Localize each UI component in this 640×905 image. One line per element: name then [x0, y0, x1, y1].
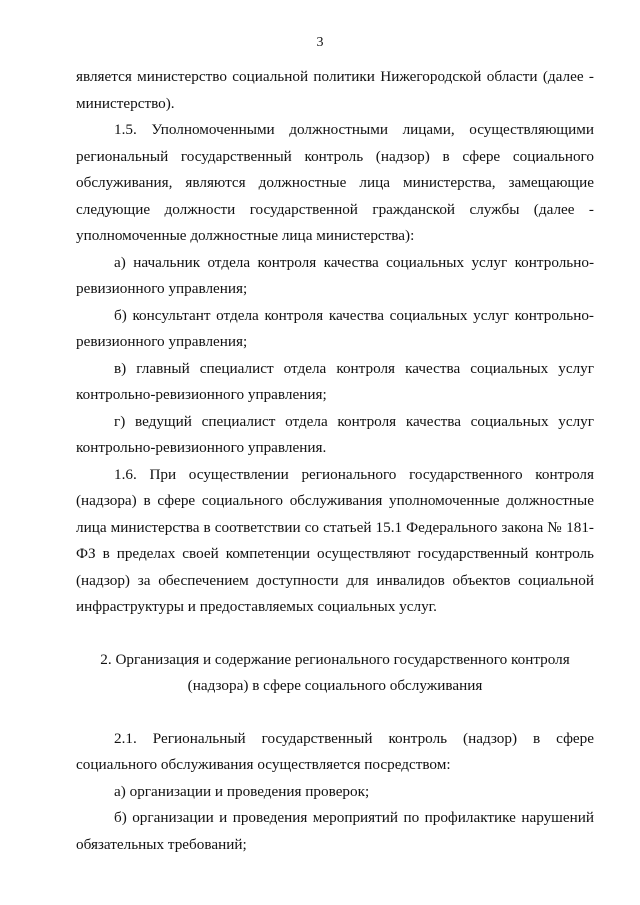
list-item-2-1-a: а) организации и проведения проверок;: [114, 782, 370, 800]
list-item-v: в) главный специалист отдела контроля качества социальных услуг контрольно-ревизионного управления;: [76, 359, 594, 403]
paragraph-1-5: 1.5. Уполномоченными должностными лицами, осуществляющими региональный государственный контроль (надзор) в сфере социального обслуживания, являются должностные лица министерства, замещающие следующие должности государственной гражданской службы (далее - уполномоченные должностные лица министерства):: [76, 121, 594, 244]
section-heading: [76, 647, 594, 700]
paragraph-2-1: 2.1. Региональный государственный контроль (надзор) в сфере социального обслуживания осуществляется посредством:: [76, 729, 594, 773]
section-heading-line-1: 2. Организация и содержание регионального государственного контроля: [100, 650, 570, 668]
list-item-b: б) консультант отдела контроля качества социальных услуг контрольно-ревизионного управления;: [76, 306, 594, 350]
paragraph-continuation: является министерство социальной политики Нижегородской области (далее - министерство).: [76, 68, 594, 112]
paragraph-1-6: 1.6. При осуществлении регионального государственного контроля (надзора) в сфере социального обслуживания уполномоченные должностные лица министерства в соответствии со статьей 15.1 Федерального закона № 181-ФЗ в пределах своей компетенции осуществляют государственный контроль (надзор) за обеспечением доступности для инвалидов объектов социальной инфраструктуры и предоставляемых социальных услуг.: [76, 465, 594, 615]
document-body: [76, 64, 594, 858]
list-item-g: г) ведущий специалист отдела контроля качества социальных услуг контрольно-ревизионного управления.: [76, 412, 594, 456]
section-heading-line-2: (надзора) в сфере социального обслуживания: [187, 677, 483, 694]
list-item-a: а) начальник отдела контроля качества социальных услуг контрольно-ревизионного управления;: [76, 253, 594, 297]
list-item-2-1-b: б) организации и проведения мероприятий по профилактике нарушений обязательных требований;: [76, 809, 594, 853]
page-number: 3: [316, 35, 324, 50]
